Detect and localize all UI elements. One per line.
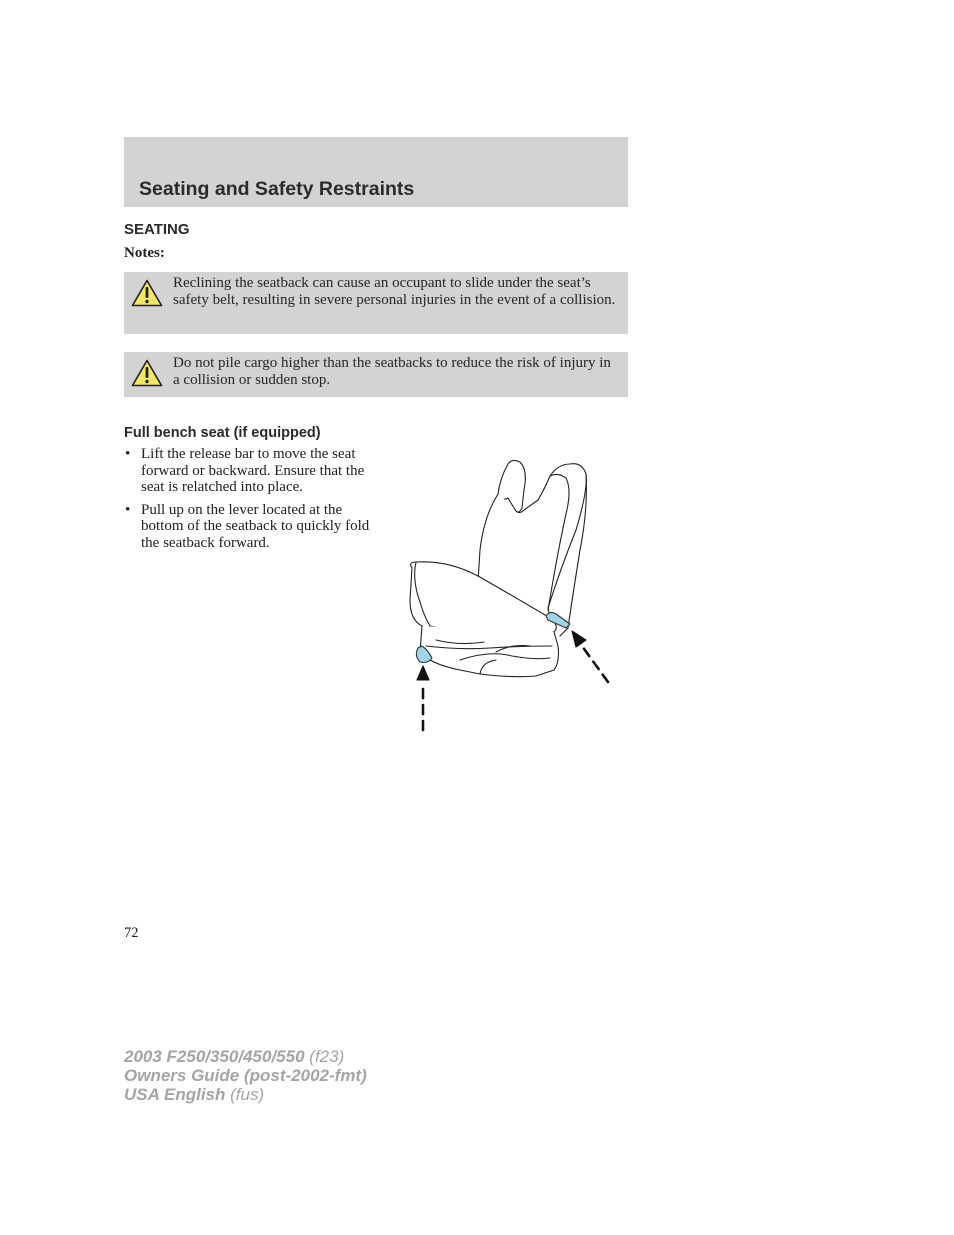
- warning-text: Do not pile cargo higher than the seatbacks to reduce the risk of injury in a collision or sudden stop.: [173, 355, 611, 388]
- footer-guide: Owners Guide (post-2002-fmt): [124, 1066, 367, 1085]
- list-item: • Lift the release bar to move the seat forward or backward. Ensure that the seat is relatched into place.: [124, 446, 380, 496]
- document-footer: [124, 1047, 367, 1104]
- footer-language-code: (fus): [230, 1085, 265, 1104]
- section-header-band: [124, 137, 628, 207]
- footer-language: USA English: [124, 1085, 226, 1104]
- footer-model-code: (f23): [309, 1047, 345, 1066]
- page-number: 72: [124, 925, 139, 941]
- warning-box-recline: [124, 272, 628, 334]
- bench-seat-heading: Full bench seat (if equipped): [124, 425, 321, 441]
- bench-seat-illustration: [400, 450, 620, 735]
- page-title: Seating and Safety Restraints: [139, 178, 415, 200]
- section-heading: SEATING: [124, 221, 190, 238]
- list-item: • Pull up on the lever located at the bottom of the seatback to quickly fold the seatback forward.: [124, 502, 380, 552]
- warning-text: Reclining the seatback can cause an occupant to slide under the seat’s safety belt, resulting in severe personal injuries in the event of a collision.: [173, 275, 616, 308]
- warning-triangle-icon: [131, 359, 163, 387]
- notes-label: Notes:: [124, 245, 165, 261]
- footer-model: 2003 F250/350/450/550: [124, 1047, 305, 1066]
- warning-triangle-icon: [131, 279, 163, 307]
- bench-seat-instructions: [124, 446, 380, 557]
- warning-box-cargo: [124, 352, 628, 397]
